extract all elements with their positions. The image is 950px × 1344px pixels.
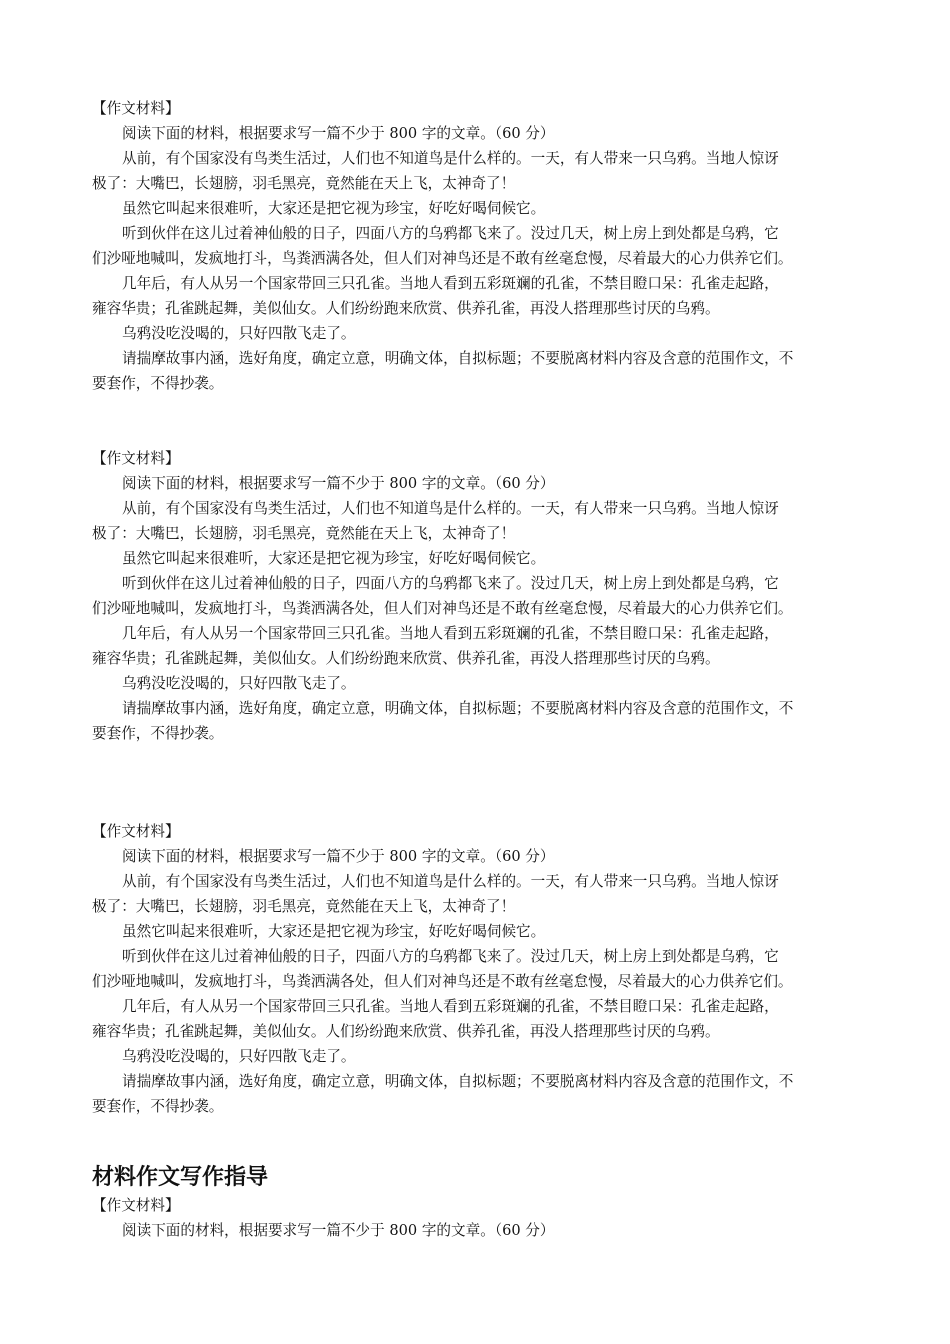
story-line: 从前，有个国家没有鸟类生活过，人们也不知道鸟是什么样的。一天，有人带来一只乌鸦。当地人惊讶: [122, 150, 779, 167]
story-line: 极了：大嘴巴，长翅膀，羽毛黑亮，竟然能在天上飞，太神奇了！: [92, 175, 516, 192]
requirement-line: 请揣摩故事内涵，选好角度，确定立意，明确文体，自拟标题；不要脱离材料内容及含意的范围作文，不: [122, 350, 794, 367]
story-line: 听到伙伴在这儿过着神仙般的日子，四面八方的乌鸦都飞来了。没过几天，树上房上到处都是乌鸦，它: [122, 575, 779, 592]
requirement-line: 要套作，不得抄袭。: [92, 1098, 224, 1115]
story-line: 极了：大嘴巴，长翅膀，羽毛黑亮，竟然能在天上飞，太神奇了！: [92, 898, 516, 915]
story-line: 们沙哑地喊叫，发疯地打斗，鸟粪洒满各处，但人们对神鸟还是不敢有丝毫怠慢，尽着最大的心力供养它们。: [92, 600, 793, 617]
material-label: 【作文材料】: [92, 823, 180, 840]
requirement-line: 请揣摩故事内涵，选好角度，确定立意，明确文体，自拟标题；不要脱离材料内容及含意的范围作文，不: [122, 700, 794, 717]
story-line: 极了：大嘴巴，长翅膀，羽毛黑亮，竟然能在天上飞，太神奇了！: [92, 525, 516, 542]
section-heading: 材料作文写作指导: [92, 1165, 269, 1190]
story-line: 几年后，有人从另一个国家带回三只孔雀。当地人看到五彩斑斓的孔雀，不禁目瞪口呆：孔雀走起路，: [122, 625, 779, 642]
essay-material-block-2: [92, 446, 864, 746]
story-line: 乌鸦没吃没喝的，只好四散飞走了。: [122, 675, 356, 692]
material-label: 【作文材料】: [92, 1197, 180, 1214]
story-line: 从前，有个国家没有鸟类生活过，人们也不知道鸟是什么样的。一天，有人带来一只乌鸦。当地人惊讶: [122, 873, 779, 890]
story-line: 雍容华贵；孔雀跳起舞，美似仙女。人们纷纷跑来欣赏、供养孔雀，再没人搭理那些讨厌的乌鸦。: [92, 650, 720, 667]
story-line: 雍容华贵；孔雀跳起舞，美似仙女。人们纷纷跑来欣赏、供养孔雀，再没人搭理那些讨厌的乌鸦。: [92, 300, 720, 317]
story-line: 从前，有个国家没有鸟类生活过，人们也不知道鸟是什么样的。一天，有人带来一只乌鸦。当地人惊讶: [122, 500, 779, 517]
story-line: 听到伙伴在这儿过着神仙般的日子，四面八方的乌鸦都飞来了。没过几天，树上房上到处都是乌鸦，它: [122, 948, 779, 965]
requirement-line: 要套作，不得抄袭。: [92, 375, 224, 392]
requirement-line: 要套作，不得抄袭。: [92, 725, 224, 742]
story-line: 虽然它叫起来很难听，大家还是把它视为珍宝，好吃好喝伺候它。: [122, 550, 546, 567]
story-line: 听到伙伴在这儿过着神仙般的日子，四面八方的乌鸦都飞来了。没过几天，树上房上到处都是乌鸦，它: [122, 225, 779, 242]
essay-material-block-1: [92, 96, 864, 396]
story-line: 几年后，有人从另一个国家带回三只孔雀。当地人看到五彩斑斓的孔雀，不禁目瞪口呆：孔雀走起路，: [122, 998, 779, 1015]
material-label: 【作文材料】: [92, 100, 180, 117]
instruction-line: 阅读下面的材料，根据要求写一篇不少于 800 字的文章。（60 分）: [122, 1222, 555, 1239]
story-line: 虽然它叫起来很难听，大家还是把它视为珍宝，好吃好喝伺候它。: [122, 200, 546, 217]
essay-material-block-3: [92, 819, 864, 1119]
instruction-line: 阅读下面的材料，根据要求写一篇不少于 800 字的文章。（60 分）: [122, 475, 555, 492]
story-line: 们沙哑地喊叫，发疯地打斗，鸟粪洒满各处，但人们对神鸟还是不敢有丝毫怠慢，尽着最大的心力供养它们。: [92, 250, 793, 267]
writing-guide-section: [92, 1163, 864, 1243]
material-label: 【作文材料】: [92, 450, 180, 467]
story-line: 乌鸦没吃没喝的，只好四散飞走了。: [122, 1048, 356, 1065]
story-line: 们沙哑地喊叫，发疯地打斗，鸟粪洒满各处，但人们对神鸟还是不敢有丝毫怠慢，尽着最大的心力供养它们。: [92, 973, 793, 990]
story-line: 虽然它叫起来很难听，大家还是把它视为珍宝，好吃好喝伺候它。: [122, 923, 546, 940]
instruction-line: 阅读下面的材料，根据要求写一篇不少于 800 字的文章。（60 分）: [122, 848, 555, 865]
story-line: 雍容华贵；孔雀跳起舞，美似仙女。人们纷纷跑来欣赏、供养孔雀，再没人搭理那些讨厌的乌鸦。: [92, 1023, 720, 1040]
story-line: 乌鸦没吃没喝的，只好四散飞走了。: [122, 325, 356, 342]
instruction-line: 阅读下面的材料，根据要求写一篇不少于 800 字的文章。（60 分）: [122, 125, 555, 142]
story-line: 几年后，有人从另一个国家带回三只孔雀。当地人看到五彩斑斓的孔雀，不禁目瞪口呆：孔雀走起路，: [122, 275, 779, 292]
requirement-line: 请揣摩故事内涵，选好角度，确定立意，明确文体，自拟标题；不要脱离材料内容及含意的范围作文，不: [122, 1073, 794, 1090]
